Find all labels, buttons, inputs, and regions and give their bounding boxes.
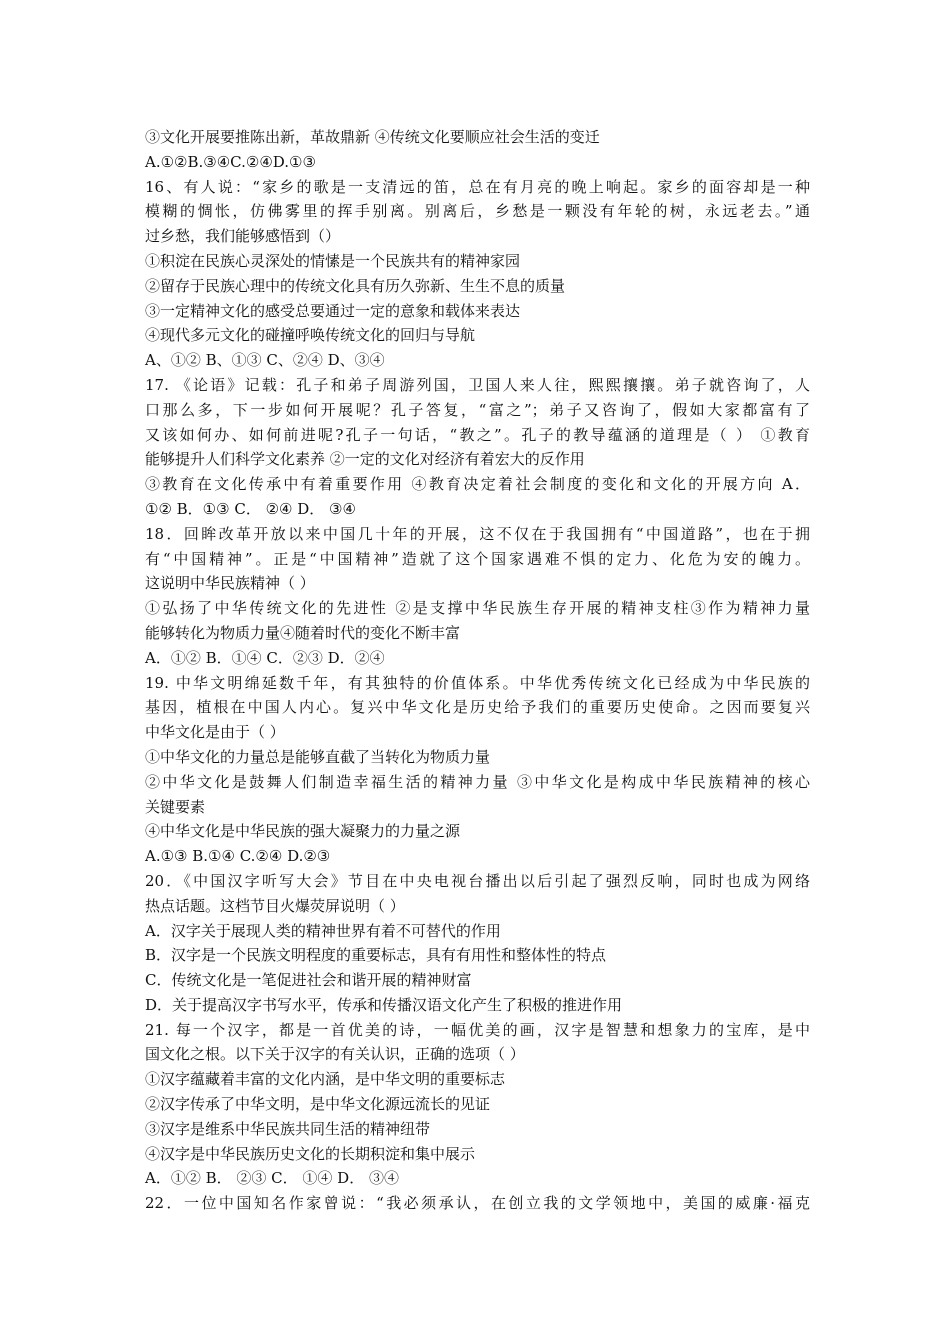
text-line: 16、有人说：“家乡的歌是一支清远的笛，总在有月亮的晚上响起。家乡的面容却是一种 xyxy=(145,177,810,196)
text-line: 22．一位中国知名作家曾说：“我必须承认，在创立我的文学领地中，美国的威廉·福克 xyxy=(145,1194,810,1213)
text-line: 又该如何办、如何前进呢?孔子一句话，“教之”。孔子的教导蕴涵的道理是（ ） ①教育 xyxy=(145,425,810,444)
text-line: B．汉字是一个民族文明程度的重要标志，具有有用性和整体性的特点 xyxy=(145,946,607,965)
text-line: A.①②B.③④C.②④D.①③ xyxy=(145,152,316,171)
text-line: ④现代多元文化的碰撞呼唤传统文化的回归与导航 xyxy=(145,326,476,345)
text-line: ①弘扬了中华传统文化的先进性 ②是支撑中华民族生存开展的精神支柱③作为精神力量 xyxy=(145,599,810,618)
text-line: 热点话题。这档节目火爆荧屏说明（ ） xyxy=(145,896,405,915)
text-line: C．传统文化是一笔促进社会和谐开展的精神财富 xyxy=(145,971,472,990)
text-line: 21. 每一个汉字，都是一首优美的诗，一幅优美的画，汉字是智慧和想象力的宝库，是中 xyxy=(145,1020,810,1039)
text-line: 17. 《论语》记载：孔子和弟子周游列国，卫国人来人往，熙熙攘攘。弟子就咨询了，人 xyxy=(145,375,810,394)
text-line: 19. 中华文明绵延数千年，有其独特的价值体系。中华优秀传统文化已经成为中华民族的 xyxy=(145,673,810,692)
text-line: 能够提升人们科学文化素养 ②一定的文化对经济有着宏大的反作用 xyxy=(145,450,585,469)
text-line: 过乡愁，我们能够感悟到（） xyxy=(145,227,341,246)
text-line: A．①② B．①④ C．②③ D．②④ xyxy=(145,648,385,667)
text-line: ④汉字是中华民族历史文化的长期积淀和集中展示 xyxy=(145,1144,476,1163)
text-line: ③一定精神文化的感受总要通过一定的意象和载体来表达 xyxy=(145,301,521,320)
text-line: A、①② B、①③ C、②④ D、③④ xyxy=(145,351,385,370)
text-line: 中华文化是由于（ ） xyxy=(145,723,285,742)
text-line: ③汉字是维系中华民族共同生活的精神纽带 xyxy=(145,1119,431,1138)
text-line: 关键要素 xyxy=(145,797,206,816)
text-line: D．关于提高汉字书写水平，传承和传播汉语文化产生了积极的推进作用 xyxy=(145,995,623,1014)
text-line: 有“中国精神”。正是“中国精神”造就了这个国家遇难不惧的定力、化危为安的魄力。 xyxy=(145,549,810,568)
text-line: A.①③ B.①④ C.②④ D.②③ xyxy=(145,847,331,866)
text-line: ③教育在文化传承中有着重要作用 ④教育决定着社会制度的变化和文化的开展方向 A． xyxy=(145,475,810,494)
text-line: 口那么多，下一步如何开展呢？孔子答复，“富之”；弟子又咨询了，假如大家都富有了 xyxy=(145,400,810,419)
text-line: 这说明中华民族精神（ ） xyxy=(145,574,315,593)
text-line: 模糊的惆怅，仿佛雾里的挥手别离。别离后，乡愁是一颗没有年轮的树，永远老去。”通 xyxy=(145,202,810,221)
text-line: 能够转化为物质力量④随着时代的变化不断丰富 xyxy=(145,623,461,642)
text-line: A．①② B． ②③ C． ①④ D． ③④ xyxy=(145,1169,399,1188)
text-line: ②留存于民族心理中的传统文化具有历久弥新、生生不息的质量 xyxy=(145,276,566,295)
text-line: ①② B．①③ C． ②④ D． ③④ xyxy=(145,499,356,518)
text-line: ①积淀在民族心灵深处的情愫是一个民族共有的精神家园 xyxy=(145,251,521,270)
text-line: 国文化之根。以下关于汉字的有关认识，正确的选项（ ） xyxy=(145,1045,525,1064)
text-line: 基因，植根在中国人内心。复兴中华文化是历史给予我们的重要历史使命。之因而要复兴 xyxy=(145,698,810,717)
text-line: ③文化开展要推陈出新，革故鼎新 ④传统文化要顺应社会生活的变迁 xyxy=(145,128,600,146)
text-line: 20．《中国汉字听写大会》节目在中央电视台播出以后引起了强烈反响，同时也成为网络 xyxy=(145,871,810,890)
text-line: ②汉字传承了中华文明，是中华文化源远流长的见证 xyxy=(145,1095,491,1114)
text-line: ④中华文化是中华民族的强大凝聚力的力量之源 xyxy=(145,822,461,841)
text-line: ①汉字蕴藏着丰富的文化内涵，是中华文明的重要标志 xyxy=(145,1070,506,1089)
text-line: ①中华文化的力量总是能够直截了当转化为物质力量 xyxy=(145,747,491,766)
text-line: ②中华文化是鼓舞人们制造幸福生活的精神力量 ③中华文化是构成中华民族精神的核心 xyxy=(145,772,810,791)
text-line: 18．回眸改革开放以来中国几十年的开展，这不仅在于我国拥有“中国道路”，也在于拥 xyxy=(145,524,810,543)
document-page xyxy=(145,125,810,1216)
text-line: A．汉字关于展现人类的精神世界有着不可替代的作用 xyxy=(145,921,501,940)
